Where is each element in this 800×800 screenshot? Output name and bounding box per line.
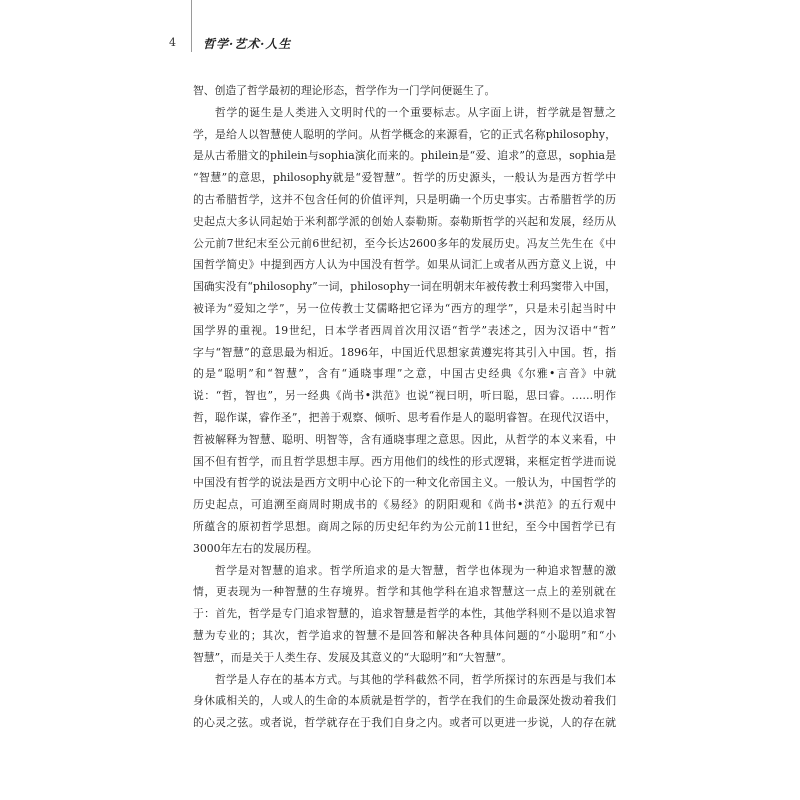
text-line: 的是“聪明”和“智慧”，含有“通晓事理”之意，中国古史经典《尔雅•言音》中就	[193, 367, 616, 381]
header-divider	[191, 0, 192, 52]
text-line: 哲被解释为智慧、聪明、明智等，含有通晓事理之意思。因此，从哲学的本义来看，中	[193, 432, 616, 446]
text-line: 国学界的重视。19世纪，日本学者西周首次用汉语“哲学”表述之，因为汉语中“哲”	[193, 323, 616, 337]
text-line: 哲，聪作谋，睿作圣”，把善于观察、倾听、思考看作是人的聪明睿智。在现代汉语中，	[193, 410, 616, 424]
page-number: 4	[169, 36, 176, 49]
text-line: 国确实没有“philosophy”一词，philosophy一词在明朝末年被传教士利玛窦带入中国，	[193, 280, 616, 294]
text-line: 智、创造了哲学最初的理论形态，哲学作为一门学问便诞生了。	[193, 84, 496, 97]
text-line: 学，是给人以智慧使人聪明的学问。从哲学概念的来源看，它的正式名称philosophy，	[193, 127, 616, 141]
text-line: 说：“哲，智也”，另一经典《尚书•洪范》也说“视曰明，听曰聪，思曰睿。……明作	[193, 389, 616, 403]
text-line: 哲学的诞生是人类进入文明时代的一个重要标志。从字面上讲，哲学就是智慧之	[215, 105, 616, 119]
text-line: 所蕴含的原初哲学思想。商周之际的历史纪年约为公元前11世纪，至今中国哲学已有	[193, 519, 616, 533]
body-text	[193, 80, 616, 734]
text-line: 的古希腊哲学，这并不包含任何的价值评判，只是明确一个历史事实。古希腊哲学的历	[193, 192, 616, 206]
text-line: 国不但有哲学，而且哲学思想丰厚。西方用他们的线性的形式逻辑，来框定哲学进而说	[193, 454, 616, 468]
text-line: 字与“智慧”的意思最为相近。1896年，中国近代思想家黄遵宪将其引入中国。哲，指	[193, 345, 616, 359]
text-line: 历史起点，可追溯至商周时期成书的《易经》的阴阳观和《尚书•洪范》的五行观中	[193, 498, 616, 512]
paragraph	[193, 80, 616, 102]
text-line: 的心灵之弦。或者说，哲学就存在于我们自身之内。或者可以更进一步说，人的存在就	[193, 716, 616, 730]
running-title: 哲学·艺术·人生	[203, 37, 292, 51]
text-line: 3000年左右的发展历程。	[193, 541, 318, 555]
text-line: “智慧”的意思，philosophy就是“爱智慧”。哲学的历史源头，一般认为是西方哲学中	[193, 171, 616, 185]
text-line: 慧为专业的；其次，哲学追求的智慧不是回答和解决各种具体问题的“小聪明”和“小	[193, 628, 616, 642]
text-line: 国哲学简史》中提到西方人认为中国没有哲学。如果从词汇上或者从西方意义上说，中	[193, 258, 616, 272]
text-line: 是从古希腊文的philein与sophia演化而来的。philein是“爱、追求”的意思，sophia是	[193, 149, 616, 163]
text-line: 中国没有哲学的说法是西方文明中心论下的一种文化帝国主义。一般认为，中国哲学的	[193, 476, 616, 490]
text-line: 智慧”，而是关于人类生存、发展及其意义的“大聪明”和“大智慧”。	[193, 650, 513, 664]
text-line: 身休戚相关的，人或人的生命的本质就是哲学的，哲学在我们的生命最深处拨动着我们	[193, 694, 616, 708]
paragraph	[193, 560, 616, 669]
text-line: 于：首先，哲学是专门追求智慧的，追求智慧是哲学的本性，其他学科则不是以追求智	[193, 607, 616, 621]
text-line: 哲学是对智慧的追求。哲学所追求的是大智慧，哲学也体现为一种追求智慧的激	[215, 563, 616, 577]
text-line: 情，更表现为一种智慧的生存境界。哲学和其他学科在追求智慧这一点上的差别就在	[193, 585, 616, 599]
paragraph	[193, 669, 616, 734]
text-line: 哲学是人存在的基本方式。与其他的学科截然不同，哲学所探讨的东西是与我们本	[215, 672, 616, 686]
text-line: 公元前7世纪末至公元前6世纪初，至今长达2600多年的发展历史。冯友兰先生在《中	[193, 236, 616, 250]
paragraph	[193, 102, 616, 560]
text-line: 史起点大多认同起始于米利都学派的创始人泰勒斯。泰勒斯哲学的兴起和发展，经历从	[193, 214, 616, 228]
text-line: 被译为“爱知之学”，另一位传教士艾儒略把它译为“西方的理学”，只是未引起当时中	[193, 301, 616, 315]
